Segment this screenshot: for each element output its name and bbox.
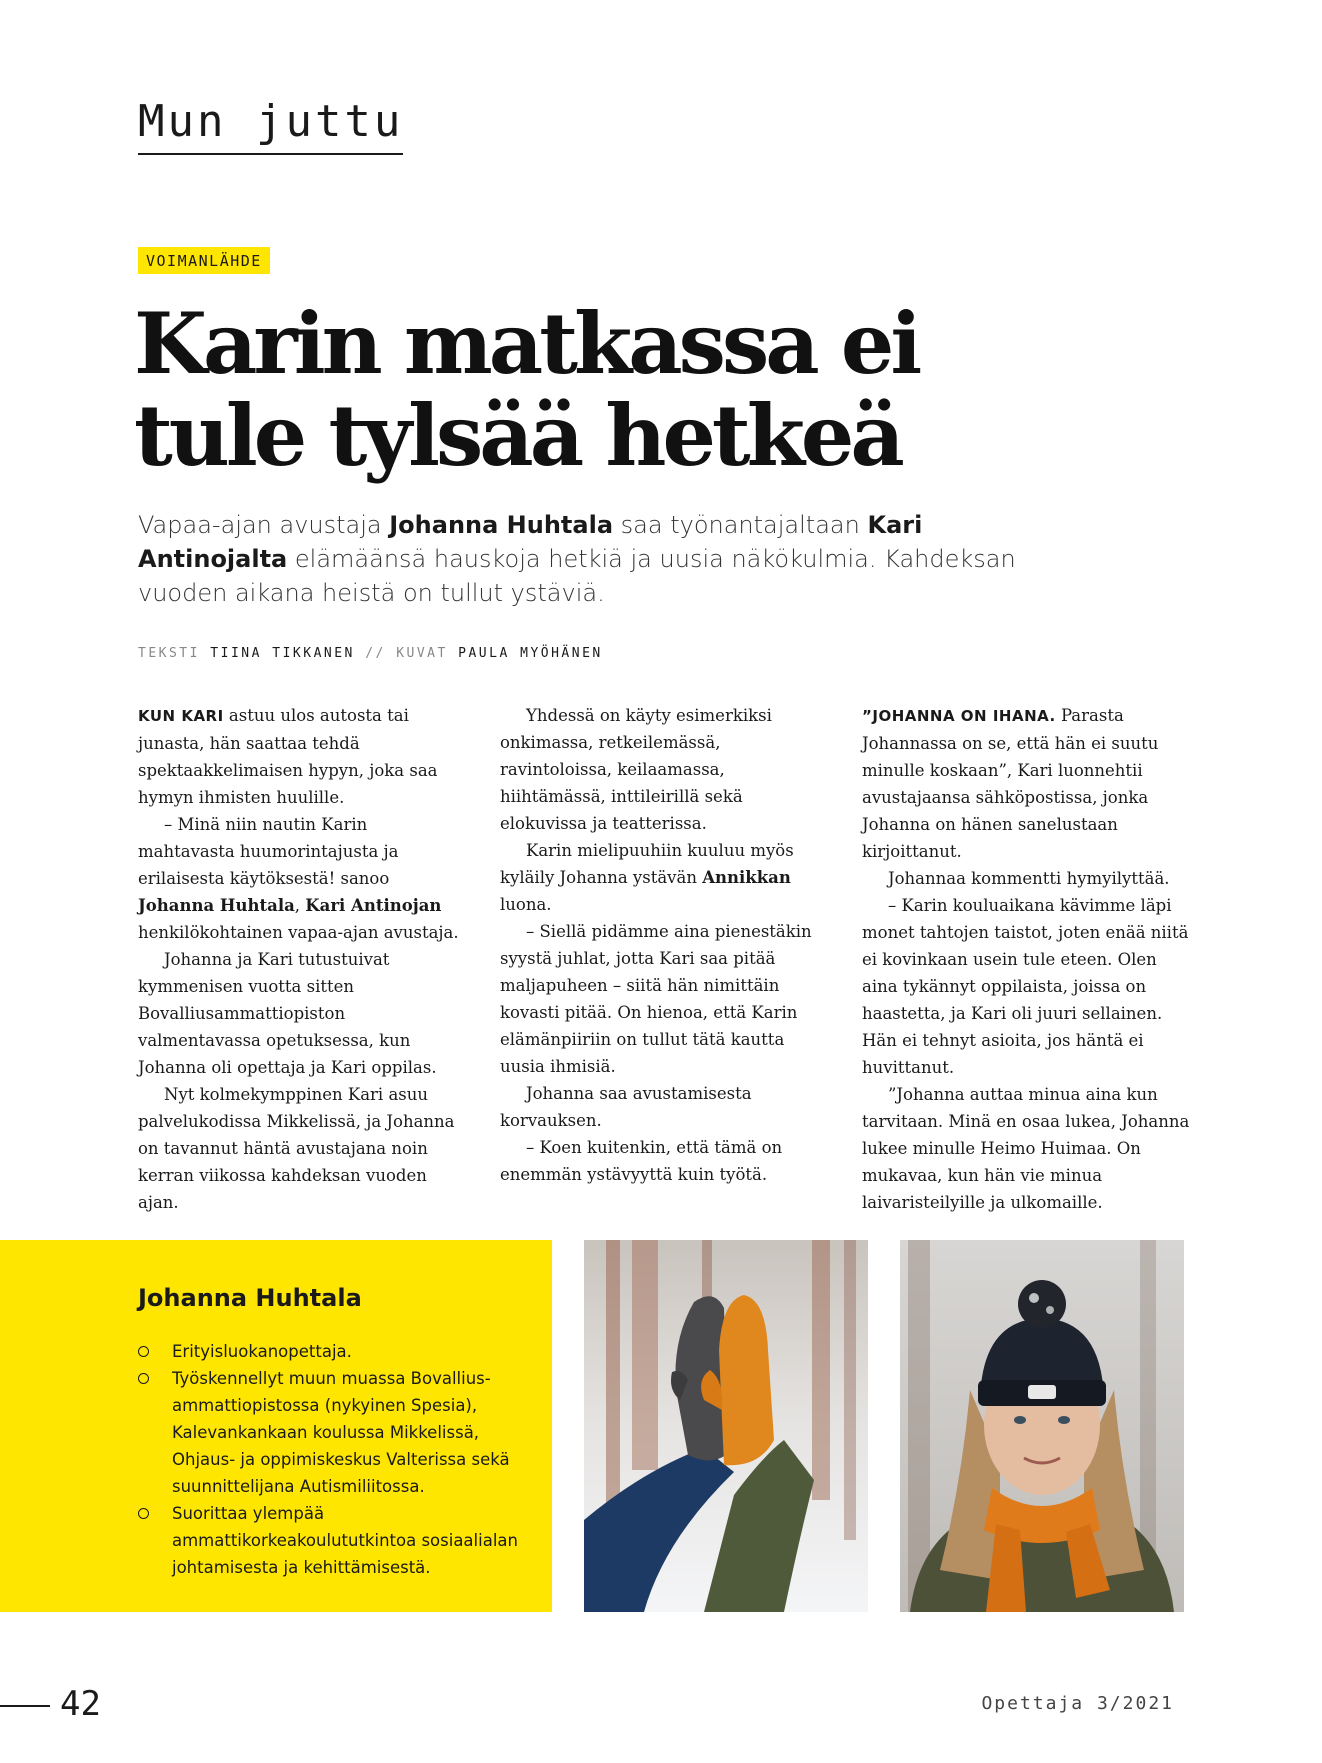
- fact-item: [138, 1365, 518, 1500]
- body-paragraph: – Siellä pidämme aina pienestäkin syystä juhlat, jotta Kari saa pitää maljapuheen – siitä hän nimittäin kovasti pitää. On hienoa, että Karin elämänpiiriin on tullut tätä kautta uusia ihmisiä.: [500, 922, 812, 1076]
- fact-box: [0, 1240, 552, 1612]
- magazine-issue: Opettaja 3/2021: [981, 1693, 1174, 1714]
- portrait-image: [900, 1240, 1184, 1612]
- body-text: Karin mielipuuhiin kuuluu myös kyläily Johanna ystävän: [500, 841, 794, 887]
- lead-text: saa työnantajaltaan: [613, 511, 868, 539]
- headline-line-2: tule tylsää hetkeä: [134, 386, 901, 485]
- circle-bullet-icon: [138, 1346, 149, 1357]
- run-in-lead: KUN KARI: [138, 707, 224, 725]
- body-column-2: [500, 702, 828, 1188]
- body-paragraph: [138, 811, 466, 946]
- body-paragraph: [500, 837, 828, 918]
- fact-text: Suorittaa ylempää ammattikorkeakoulututkintoa sosiaalialan johtamisesta ja kehittämisestä.: [172, 1504, 518, 1577]
- body-paragraph: Nyt kolmekymppinen Kari asuu palvelukodissa Mikkelissä, ja Johanna on tavannut häntä avustajana noin kerran viikossa kahdeksan vuoden ajan.: [138, 1085, 455, 1212]
- fact-text: Työskennellyt muun muassa Bovallius-ammattiopistossa (nykyinen Spesia), Kalevankankaan koulussa Mikkelissä, Ohjaus- ja oppimiskeskus Valterissa sekä suunnittelijana Autismiliitossa.: [172, 1369, 510, 1496]
- body-paragraph: Johanna saa avustamisesta korvauksen.: [500, 1084, 752, 1130]
- fact-text: Erityisluokanopettaja.: [172, 1342, 352, 1361]
- body-text: Parasta Johannassa on se, että hän ei suutu minulle koskaan”, Kari luonnehtii avustajaansa sähköpostissa, jonka Johanna on hänen sanelustaan kirjoittanut.: [862, 706, 1159, 861]
- body-paragraph: [862, 702, 1190, 865]
- high-five-image: [584, 1240, 868, 1612]
- high-five-photo: [584, 1240, 868, 1612]
- fact-item: [138, 1338, 518, 1365]
- circle-bullet-icon: [138, 1373, 149, 1384]
- body-paragraph: – Koen kuitenkin, että tämä on enemmän ystävyyttä kuin työtä.: [500, 1138, 783, 1184]
- headline: [134, 294, 1034, 485]
- body-text: luona.: [500, 895, 552, 914]
- body-text: astuu ulos autosta tai junasta, hän saattaa tehdä spektaakkelimaisen hypyn, joka saa hymyn ihmisten huulille.: [138, 706, 438, 807]
- body-text: henkilökohtainen vapaa-ajan avustaja.: [138, 923, 459, 942]
- lead-text: elämäänsä hauskoja hetkiä ja uusia näkökulmia. Kahdeksan vuoden aikana heistä on tullut ystäviä.: [138, 545, 1016, 607]
- body-text: – Minä niin nautin Karin mahtavasta huumorintajusta ja erilaisesta käytöksestä! sanoo: [138, 815, 399, 888]
- fact-box-list: [138, 1338, 518, 1581]
- byline-text-label: TEKSTI: [138, 646, 200, 661]
- fact-box-title: Johanna Huhtala: [138, 1284, 362, 1312]
- body-paragraph: [138, 702, 466, 811]
- lead-name: Johanna Huhtala: [389, 511, 614, 539]
- body-paragraph: Johannaa kommentti hymyilyttää.: [888, 869, 1170, 888]
- body-name: Annikkan: [702, 868, 791, 887]
- body-paragraph: ”Johanna auttaa minua aina kun tarvitaan. Minä en osaa lukea, Johanna lukee minulle Heimo Huimaa. On mukavaa, kun hän vie minua laivaristeilyille ja ulkomaille.: [862, 1085, 1190, 1212]
- body-text: ,: [294, 896, 306, 915]
- body-column-1: [138, 702, 466, 1216]
- section-title: Mun juttu: [138, 96, 403, 155]
- body-name: Kari Antinojan: [305, 896, 442, 915]
- circle-bullet-icon: [138, 1508, 149, 1519]
- page-number: 42: [60, 1684, 101, 1724]
- body-paragraph: – Karin kouluaikana kävimme läpi monet tahtojen taistot, joten enää niitä ei kovinkaan usein tule eteen. Olen aina tykännyt oppilaista, joissa on haastetta, ja Kari oli juuri sellainen. Hän ei tehnyt asioita, jos häntä ei huvittanut.: [862, 896, 1189, 1077]
- byline-photo-label: KUVAT: [396, 646, 448, 661]
- byline-separator: //: [365, 646, 386, 661]
- body-name: Johanna Huhtala: [138, 896, 295, 915]
- lead-name: Kari Antinojalta: [138, 511, 923, 573]
- fact-item: [138, 1500, 518, 1581]
- body-paragraph: Yhdessä on käyty esimerkiksi onkimassa, retkeilemässä, ravintoloissa, keilaamassa, hiihtämässä, inttileirillä sekä elokuvissa ja teatterissa.: [500, 706, 772, 833]
- body-paragraph: Johanna ja Kari tutustuivat kymmenisen vuotta sitten Bovalliusammattiopiston valmentavassa opetuksessa, kun Johanna oli opettaja ja Kari oppilas.: [138, 950, 437, 1077]
- byline-author: TIINA TIKKANEN: [210, 646, 355, 661]
- headline-line-1: Karin matkassa ei: [134, 294, 919, 393]
- lead-paragraph: [138, 508, 1038, 610]
- category-tag: VOIMANLÄHDE: [138, 247, 270, 274]
- byline-photographer: PAULA MYÖHÄNEN: [458, 646, 603, 661]
- byline: [138, 646, 603, 661]
- run-in-lead: ”JOHANNA ON IHANA.: [862, 707, 1056, 725]
- footer-rule: [0, 1705, 50, 1707]
- lead-text: Vapaa-ajan avustaja: [138, 511, 390, 539]
- body-column-3: [862, 702, 1190, 1216]
- portrait-photo: [900, 1240, 1184, 1612]
